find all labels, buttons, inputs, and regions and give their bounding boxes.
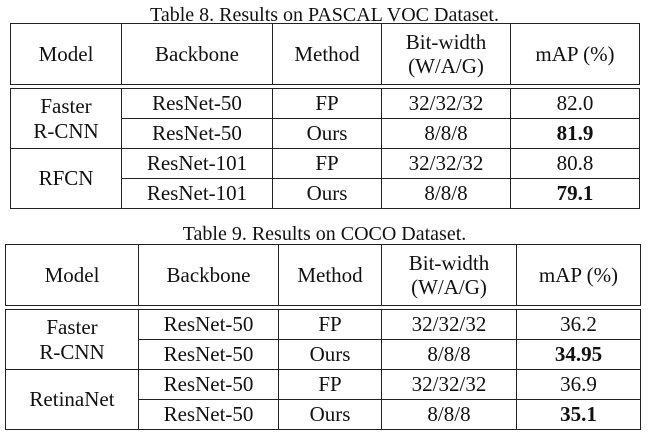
method-cell: Ours xyxy=(273,179,382,209)
method-cell: FP xyxy=(273,89,382,119)
header-bitwidth-line1: Bit-width xyxy=(405,29,487,54)
backbone-cell: ResNet-50 xyxy=(139,370,279,400)
map-cell-best: 34.95 xyxy=(517,340,641,370)
model-line2: R-CNN xyxy=(33,118,99,143)
map-cell: 36.2 xyxy=(517,310,641,340)
map-cell: 80.8 xyxy=(511,149,640,179)
table8 xyxy=(10,23,640,209)
header-bitwidth-line1: Bit-width xyxy=(408,250,490,275)
backbone-cell: ResNet-50 xyxy=(139,400,279,430)
table9-caption: Table 9. Results on COCO Dataset. xyxy=(182,223,467,245)
map-cell-best: 81.9 xyxy=(511,119,640,149)
backbone-cell: ResNet-50 xyxy=(139,340,279,370)
map-cell: 36.9 xyxy=(517,370,641,400)
method-cell: FP xyxy=(279,310,382,340)
method-cell: FP xyxy=(273,149,382,179)
bits-cell: 8/8/8 xyxy=(382,340,517,370)
method-cell: Ours xyxy=(273,119,382,149)
map-cell-best: 79.1 xyxy=(511,179,640,209)
table-row xyxy=(6,310,641,340)
map-cell: 82.0 xyxy=(511,89,640,119)
method-cell: Ours xyxy=(279,400,382,430)
bits-cell: 8/8/8 xyxy=(382,119,511,149)
table8-caption: Table 8. Results on PASCAL VOC Dataset. xyxy=(150,4,499,26)
header-backbone: Backbone xyxy=(122,24,273,85)
model-line1: Faster xyxy=(46,315,98,340)
header-model: Model xyxy=(11,24,122,85)
header-bitwidth-line2: (W/A/G) xyxy=(408,54,484,78)
model-cell xyxy=(11,89,122,149)
model-cell: RFCN xyxy=(11,149,122,209)
method-cell: Ours xyxy=(279,340,382,370)
bits-cell: 8/8/8 xyxy=(382,179,511,209)
table9-header-row xyxy=(6,245,641,306)
bits-cell: 32/32/32 xyxy=(382,89,511,119)
backbone-cell: ResNet-101 xyxy=(122,179,273,209)
header-backbone: Backbone xyxy=(139,245,279,306)
backbone-cell: ResNet-50 xyxy=(139,310,279,340)
method-cell: FP xyxy=(279,370,382,400)
table-row xyxy=(11,89,640,119)
table9 xyxy=(5,244,641,430)
bits-cell: 32/32/32 xyxy=(382,149,511,179)
header-map: mAP (%) xyxy=(517,245,641,306)
backbone-cell: ResNet-101 xyxy=(122,149,273,179)
header-model: Model xyxy=(6,245,139,306)
header-bitwidth-line2: (W/A/G) xyxy=(411,275,487,299)
backbone-cell: ResNet-50 xyxy=(122,119,273,149)
bits-cell: 8/8/8 xyxy=(382,400,517,430)
bits-cell: 32/32/32 xyxy=(382,310,517,340)
model-cell xyxy=(6,310,139,370)
table8-header-row xyxy=(11,24,640,85)
model-line1: Faster xyxy=(40,94,92,119)
header-map: mAP (%) xyxy=(511,24,640,85)
model-line2: R-CNN xyxy=(39,339,105,364)
header-bitwidth xyxy=(382,245,517,306)
table-row xyxy=(6,370,641,400)
map-cell-best: 35.1 xyxy=(517,400,641,430)
header-method: Method xyxy=(273,24,382,85)
table-row xyxy=(11,149,640,179)
header-bitwidth xyxy=(382,24,511,85)
backbone-cell: ResNet-50 xyxy=(122,89,273,119)
header-method: Method xyxy=(279,245,382,306)
model-cell: RetinaNet xyxy=(6,370,139,430)
bits-cell: 32/32/32 xyxy=(382,370,517,400)
